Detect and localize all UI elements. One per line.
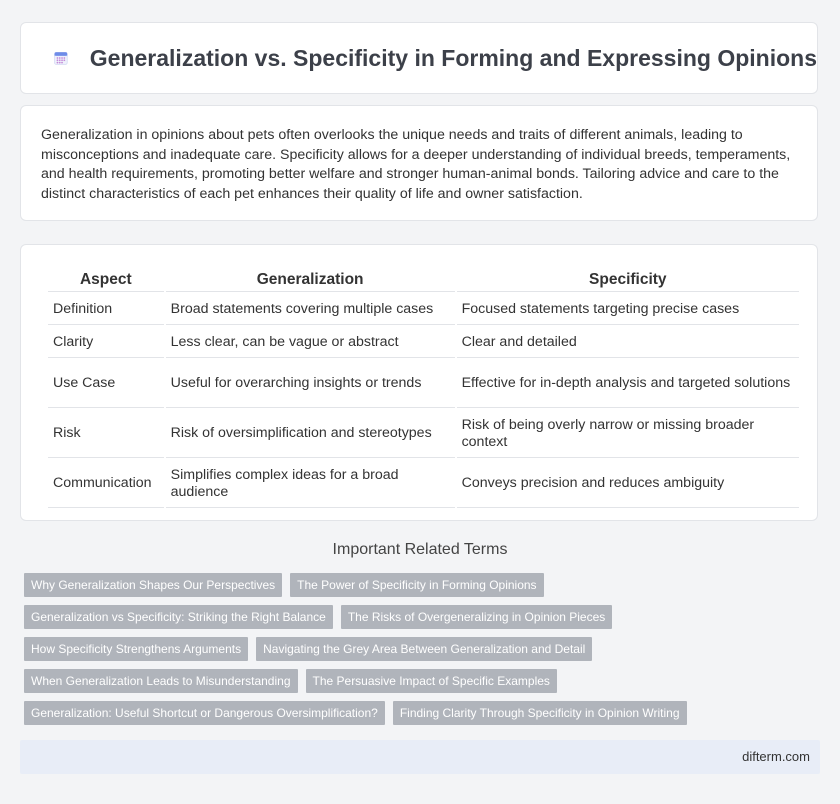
header-aspect: Aspect	[48, 267, 164, 292]
generalization-cell: Broad statements covering multiple cases	[166, 294, 455, 325]
generalization-cell: Risk of oversimplification and stereotypes	[166, 410, 455, 458]
specificity-cell: Effective for in-depth analysis and targeted solutions	[457, 360, 799, 408]
related-term-link[interactable]: Generalization: Useful Shortcut or Dangerous Oversimplification?	[24, 701, 385, 725]
aspect-cell: Communication	[48, 460, 164, 508]
aspect-cell: Risk	[48, 410, 164, 458]
aspect-cell: Clarity	[48, 327, 164, 358]
intro-text: Generalization in opinions about pets often overlooks the unique needs and traits of different animals, leading to misconceptions and inadequate care. Specificity allows for a deeper understanding of individual breeds, temperaments, and health requirements, promoting better welfare and stronger human-animal bonds. Tailoring advice and care to the distinct characteristics of each pet enhances their quality of life and owner satisfaction.	[41, 127, 791, 202]
tag-row	[24, 669, 824, 693]
comparison-table	[46, 265, 801, 510]
table-row	[48, 410, 799, 458]
table-row	[48, 294, 799, 325]
related-term-link[interactable]: How Specificity Strengthens Arguments	[24, 637, 248, 661]
related-term-link[interactable]: The Power of Specificity in Forming Opinions	[290, 573, 543, 597]
header-card	[20, 22, 818, 94]
tag-row	[24, 605, 824, 629]
header-specificity: Specificity	[457, 267, 799, 292]
table-row	[48, 460, 799, 508]
page-title: Generalization vs. Specificity in Forming and Expressing Opinions	[89, 44, 817, 71]
related-term-link[interactable]: Navigating the Grey Area Between Generalization and Detail	[256, 637, 592, 661]
generalization-cell: Useful for overarching insights or trends	[166, 360, 455, 408]
related-terms-list	[24, 573, 824, 733]
related-term-link[interactable]: When Generalization Leads to Misunderstanding	[24, 669, 298, 693]
tag-row	[24, 701, 824, 725]
related-term-link[interactable]: The Persuasive Impact of Specific Examples	[306, 669, 557, 693]
table-header-row	[48, 267, 799, 292]
tag-row	[24, 573, 824, 597]
aspect-cell: Definition	[48, 294, 164, 325]
specificity-cell: Conveys precision and reduces ambiguity	[457, 460, 799, 508]
tag-row	[24, 637, 824, 661]
table-row	[48, 327, 799, 358]
specificity-cell: Focused statements targeting precise cases	[457, 294, 799, 325]
specificity-cell: Clear and detailed	[457, 327, 799, 358]
footer	[20, 740, 820, 774]
related-terms-title: Important Related Terms	[332, 541, 508, 558]
related-term-link[interactable]: Finding Clarity Through Specificity in Opinion Writing	[393, 701, 687, 725]
related-term-link[interactable]: The Risks of Overgeneralizing in Opinion Pieces	[341, 605, 612, 629]
generalization-cell: Less clear, can be vague or abstract	[166, 327, 455, 358]
calendar-icon	[54, 46, 68, 70]
generalization-cell: Simplifies complex ideas for a broad audience	[166, 460, 455, 508]
intro-card	[20, 105, 818, 221]
specificity-cell: Risk of being overly narrow or missing broader context	[457, 410, 799, 458]
comparison-card	[20, 244, 818, 521]
aspect-cell: Use Case	[48, 360, 164, 408]
related-term-link[interactable]: Generalization vs Specificity: Striking the Right Balance	[24, 605, 333, 629]
footer-site-link[interactable]: difterm.com	[742, 749, 810, 764]
related-term-link[interactable]: Why Generalization Shapes Our Perspectives	[24, 573, 282, 597]
table-row	[48, 360, 799, 408]
header-generalization: Generalization	[166, 267, 455, 292]
